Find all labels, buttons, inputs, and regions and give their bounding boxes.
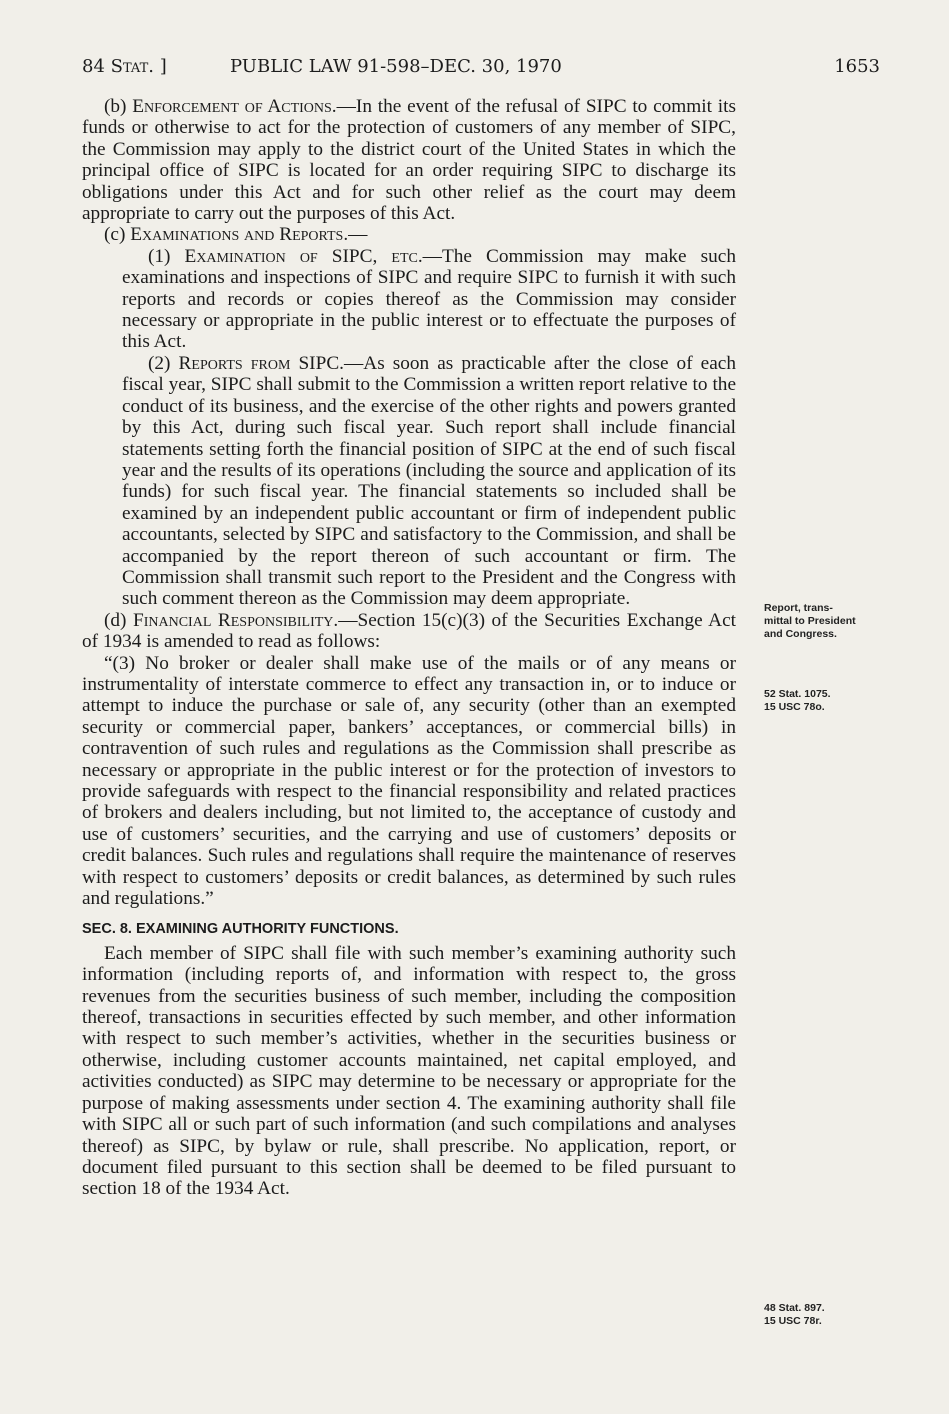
paragraph-text: —The Commission may make such examinations and inspections of SIPC and require SIPC to furnish it with such reports and records or copies thereof as the Commission may consider necessary or appropriate in the public interest or to effectuate the purposes of this Act. bbox=[122, 245, 736, 353]
section-8-text: Each member of SIPC shall file with such member’s examining authority such information (including reports of, and information with respect to, the gross revenues from the securities business of such member, including the composition thereof, transactions in securities effected by such member, and other information with respect to such member’s activities, whether in the securities business or otherwise, including customer accounts maintained, net capital employed, and activities conducted) as SIPC may determine to be necessary or appropriate for the purpose of making assessments under section 4. The examining authority shall file with SIPC all or such part of such information (and such compilations and analyses thereof) as SIPC, by bylaw or rule, shall prescribe. No application, report, or document filed pursuant to this section shall be deemed to be filed pursuant to section 18 of the 1934 Act. bbox=[82, 942, 736, 1200]
paragraph-caption: Reports from bbox=[178, 352, 291, 374]
paragraph-number: (1) bbox=[148, 245, 185, 267]
paragraph-quoted-amendment bbox=[82, 653, 736, 910]
page-number: 1653 bbox=[834, 56, 880, 77]
paragraph-caption: Enforcement of Actions. bbox=[132, 96, 337, 117]
paragraph-number: (c) bbox=[104, 224, 131, 246]
paragraph-b-enforcement bbox=[82, 96, 736, 224]
margin-note-48-stat-897: 48 Stat. 897. 15 USC 78r. bbox=[764, 1302, 825, 1327]
margin-note-report-transmittal: Report, trans- mittal to President and Congress. bbox=[764, 602, 856, 640]
paragraph-number: (2) bbox=[148, 352, 179, 374]
paragraph-c-examinations bbox=[82, 224, 736, 245]
paragraph-caption: Examinations and Reports. bbox=[130, 224, 349, 246]
paragraph-c2-reports bbox=[82, 353, 736, 610]
paragraph-text: —In the event of the refusal of SIPC to commit its funds or otherwise to act for the protection of customers of any member of SIPC, the Commission may apply to the district court of the United States in which the principal office of SIPC is located for an order requiring SIPC to discharge its obligations under this Act and for such other relief as the court may deem appropriate to carry out the purposes of this Act. bbox=[82, 96, 736, 225]
paragraph-c1-examination bbox=[82, 246, 736, 353]
header-stat-reference: 84 Stat. ] bbox=[82, 56, 167, 77]
running-header bbox=[82, 56, 880, 82]
paragraph-number: (b) bbox=[104, 96, 133, 117]
paragraph-text: — bbox=[348, 224, 368, 246]
section-8-heading: SEC. 8. EXAMINING AUTHORITY FUNCTIONS. bbox=[82, 921, 399, 938]
paragraph-caption: Financial Responsibility. bbox=[133, 609, 339, 631]
paragraph-text: SIPC.—As soon as practicable after the close of each fiscal year, SIPC shall submit to the Commission a written report relative to the conduct of its business, and the exercise of the other rights and powers granted by this Act, during such fiscal year. Such report shall include financial statements setting forth the financial position of SIPC at the end of such fiscal year and the results of its operations (including the source and application of its funds) for such fiscal year. The financial statements so included shall be examined by an independent public accountant or firm of independent public accountants, selected by SIPC and satisfactory to the Commission, and shall be accompanied by the report thereon of such accountant or firm. The Commission shall transmit such report to the President and the Congress with such comment thereon as the Commission may deem appropriate. bbox=[122, 352, 736, 610]
margin-note-52-stat-1075: 52 Stat. 1075. 15 USC 78o. bbox=[764, 688, 831, 713]
header-title: PUBLIC LAW 91-598–DEC. 30, 1970 bbox=[230, 56, 562, 77]
document-body bbox=[82, 96, 736, 1200]
paragraph-number: (d) bbox=[104, 609, 133, 631]
paragraph-text: —Section 15(c)(3) of the Securities Exchange Act of 1934 is amended to read as follows: bbox=[82, 609, 736, 653]
paragraph-d-financial-responsibility bbox=[82, 610, 736, 653]
paragraph-text: “(3) No broker or dealer shall make use of the mails or of any means or instrumentality of interstate commerce to effect any transaction in, or to induce or attempt to induce the purchase or sale of, any security (other than an exempted security or commercial paper, bankers’ acceptances, or commercial bills) in contravention of such rules and regulations as the Commission shall prescribe as necessary or appropriate in the public interest or for the protection of investors to provide safeguards with respect to the financial responsibility and related practices of brokers and dealers including, but not limited to, the acceptance of custody and use of customers’ securities, and the carrying and use of customers’ deposits or credit balances. Such rules and regulations shall require the maintenance of reserves with respect to customers’ deposits or credit balances, as determined by such rules and regulations.” bbox=[82, 652, 736, 910]
paragraph-caption: Examination of SIPC, etc. bbox=[184, 245, 423, 267]
